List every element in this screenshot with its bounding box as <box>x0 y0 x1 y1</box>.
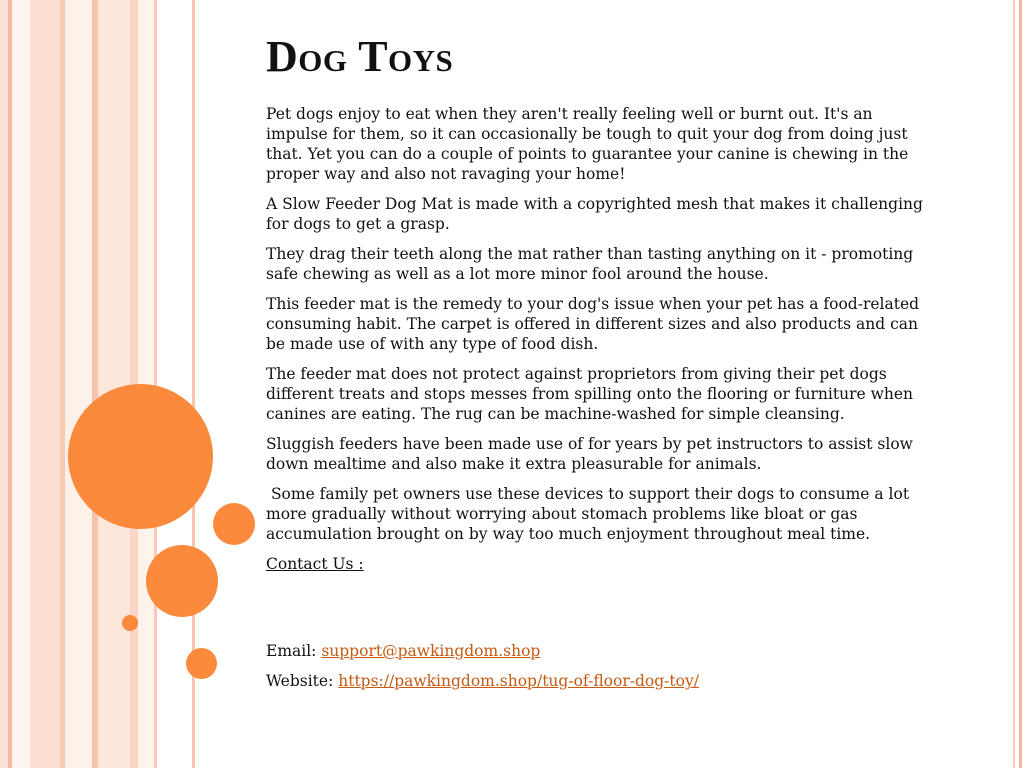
page-title: Dog Toys <box>266 32 454 81</box>
email-link[interactable]: support@pawkingdom.shop <box>321 642 541 660</box>
decor-stripe <box>65 0 92 768</box>
decor-circle <box>122 615 138 631</box>
paragraph: Sluggish feeders have been made use of for years by pet instructors to assist slow down mealtime and also make it extra pleasurable for animals. <box>266 435 913 473</box>
spacer <box>266 574 936 641</box>
decor-circle <box>146 545 218 617</box>
decor-border-line <box>1019 0 1022 768</box>
website-link[interactable]: https://pawkingdom.shop/tug-of-floor-dog-toy/ <box>338 672 699 690</box>
paragraph: They drag their teeth along the mat rather than tasting anything on it - promoting safe chewing as well as a lot more minor fool around the house. <box>266 245 914 283</box>
decor-stripe <box>12 0 30 768</box>
paragraph: The feeder mat does not protect against proprietors from giving their pet dogs different treats and stops messes from spilling onto the flooring or furniture when canines are eating. The rug can be machine-washed for simple cleansing. <box>266 365 913 423</box>
paragraph: Pet dogs enjoy to eat when they aren't really feeling well or burnt out. It's an impulse for them, so it can occasionally be tough to quit your dog from doing just that. Yet you can do a couple of points to guarantee your canine is chewing in the proper way and also not ravaging your home! <box>266 105 909 183</box>
decor-stripe <box>0 0 8 768</box>
decor-stripe <box>154 0 157 768</box>
paragraph: A Slow Feeder Dog Mat is made with a copyrighted mesh that makes it challenging for dogs to get a grasp. <box>266 195 923 233</box>
email-label: Email: <box>266 642 322 660</box>
paragraph: Some family pet owners use these devices to support their dogs to consume a lot more gradually without worrying about stomach problems like bloat or gas accumulation brought on by way too much enjoyment throughout meal time. <box>266 485 915 543</box>
website-line <box>266 671 936 691</box>
decor-border-line <box>1013 0 1015 768</box>
paragraph: This feeder mat is the remedy to your dog's issue when your pet has a food-related consuming habit. The carpet is offered in different sizes and also products and can be made use of with any type of food dish. <box>266 295 920 353</box>
decor-circle <box>186 648 217 679</box>
email-line <box>266 641 936 661</box>
slide-content <box>266 30 936 701</box>
decor-circle <box>68 384 213 529</box>
decor-circle <box>213 503 255 545</box>
website-label: Website: <box>266 672 339 690</box>
decor-stripe <box>98 0 130 768</box>
decor-stripe <box>30 0 60 768</box>
contact-heading: Contact Us : <box>266 555 364 573</box>
